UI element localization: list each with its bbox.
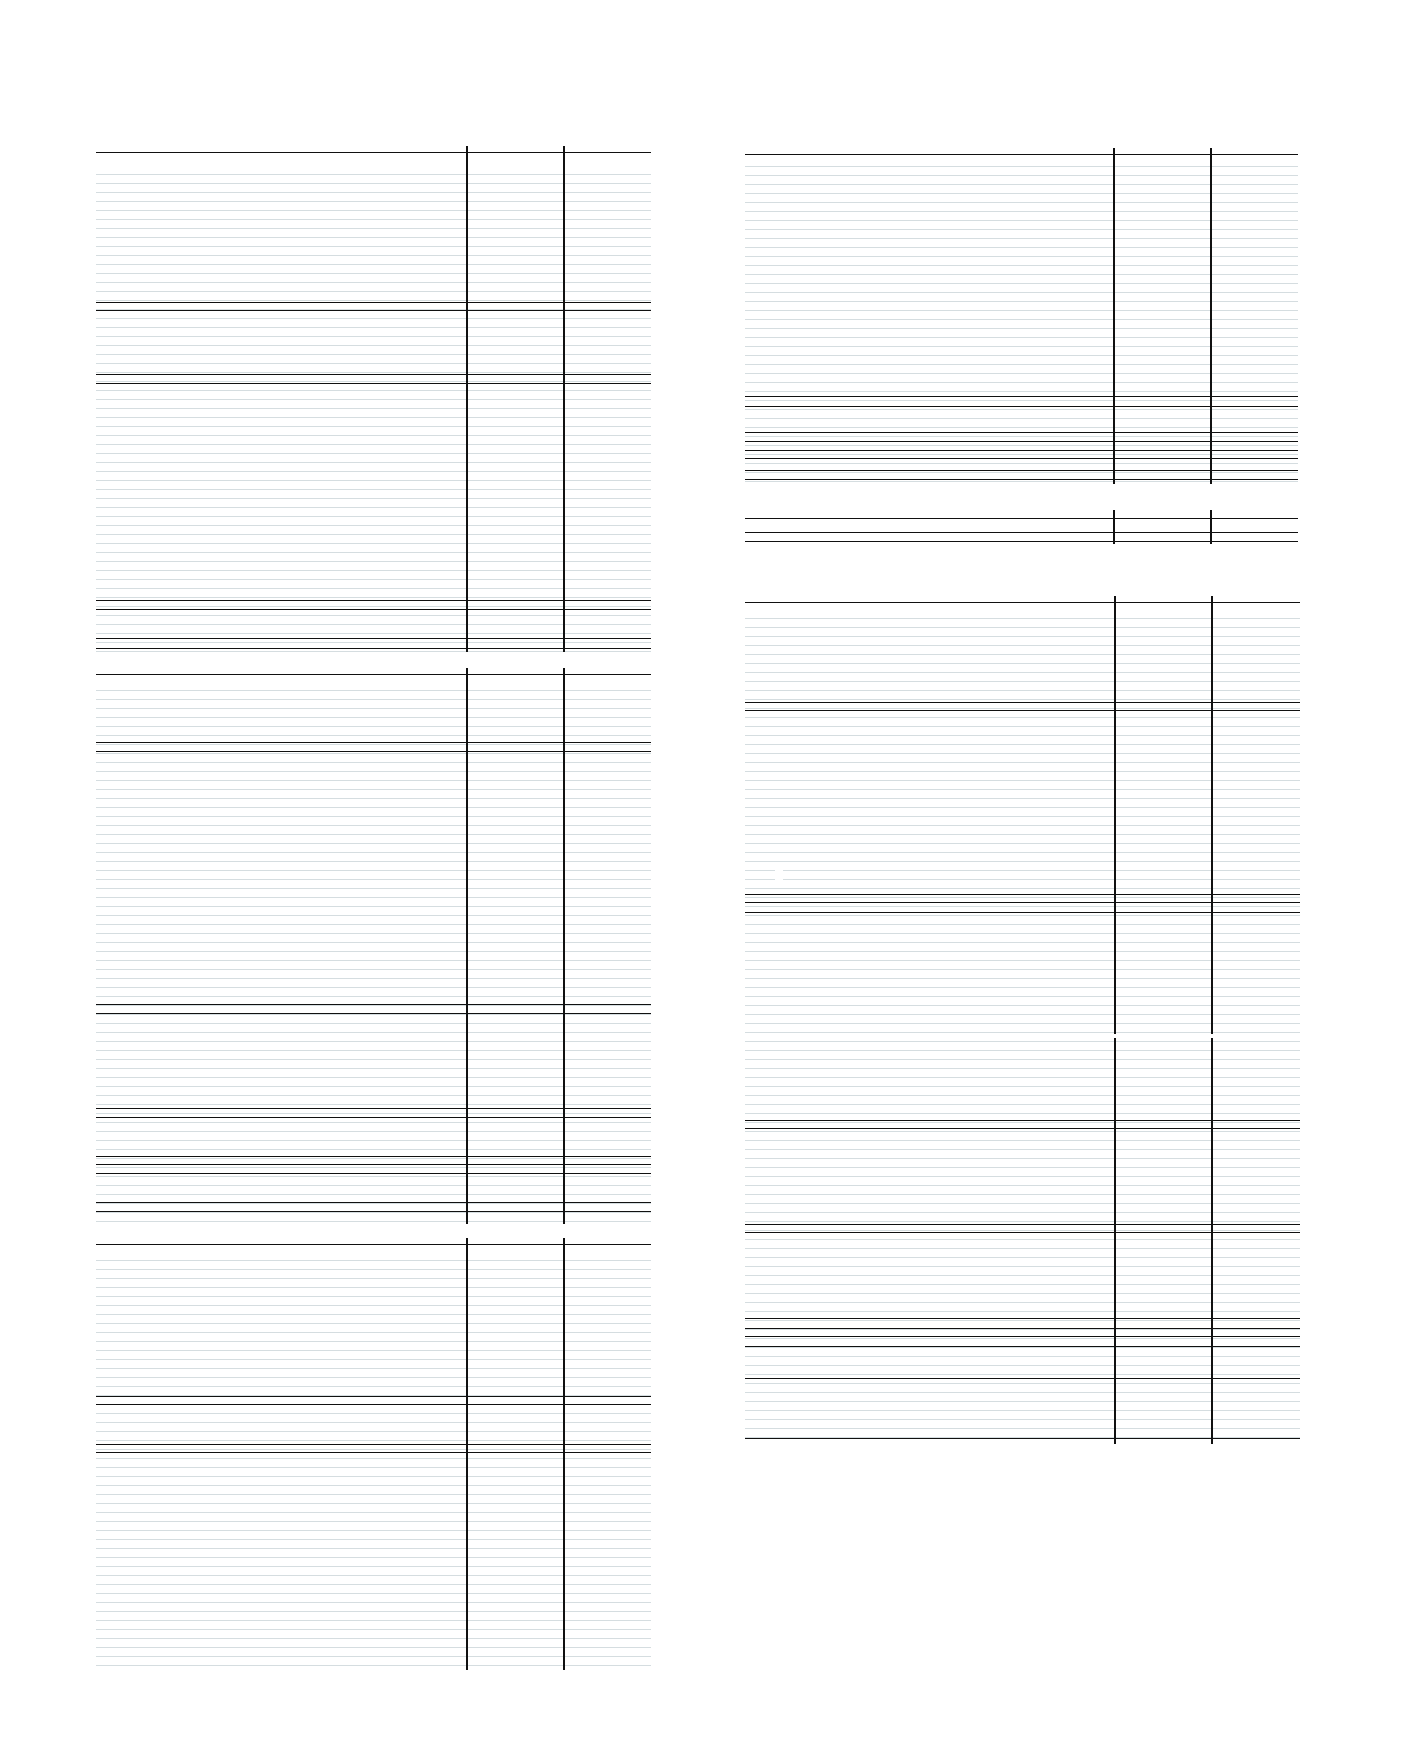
subtotal-rule (745, 1318, 1300, 1319)
total-rule (96, 1202, 651, 1203)
subtotal-rule (96, 374, 651, 375)
subtotal-rule (745, 702, 1300, 703)
ruling-gap (745, 1034, 1300, 1038)
subtotal-rule (745, 912, 1300, 913)
subtotal-rule (96, 1452, 651, 1453)
subtotal-rule (745, 396, 1298, 397)
total-rule (96, 1211, 651, 1212)
ledger-block-right-1 (745, 148, 1298, 484)
column-divider-amount-2 (1210, 510, 1212, 544)
subtotal-rule (745, 1346, 1300, 1347)
column-divider-amount-2 (1211, 596, 1213, 1444)
ledger-block-left-1 (96, 146, 651, 652)
subtotal-rule (745, 432, 1298, 433)
subtotal-rule (96, 751, 651, 752)
header-rule (745, 154, 1298, 155)
ledger-ruling (96, 1252, 651, 1670)
subtotal-rule (745, 406, 1298, 407)
column-divider-amount-2 (563, 146, 565, 652)
subtotal-rule (745, 1224, 1300, 1225)
ledger-block-left-2 (96, 668, 651, 1224)
ledger-ruling (96, 166, 651, 652)
header-rule (745, 602, 1300, 603)
subtotal-rule (745, 1328, 1300, 1329)
header-rule (745, 518, 1298, 519)
ledger-ruling (96, 682, 651, 1224)
subtotal-rule (745, 1120, 1300, 1121)
subtotal-rule (745, 902, 1300, 903)
subtotal-rule (96, 1013, 651, 1014)
ledger-ruling (745, 158, 1298, 484)
header-rule (96, 152, 651, 153)
subtotal-rule (96, 1108, 651, 1109)
column-divider-amount-1 (466, 146, 468, 652)
subtotal-rule (745, 458, 1298, 459)
subtotal-rule (745, 441, 1298, 442)
subtotal-rule (96, 1404, 651, 1405)
column-divider-amount-1 (1114, 596, 1116, 1444)
subtotal-rule (96, 600, 651, 601)
subtotal-rule (96, 609, 651, 610)
column-divider-amount-2 (1210, 148, 1212, 484)
column-divider-amount-1 (1113, 148, 1115, 484)
subtotal-rule (745, 1336, 1300, 1337)
total-rule (745, 1378, 1300, 1379)
subtotal-rule (96, 1117, 651, 1118)
subtotal-rule (96, 1396, 651, 1397)
subtotal-rule (745, 450, 1298, 451)
subtotal-rule (745, 710, 1300, 711)
total-rule (96, 638, 651, 639)
subtotal-rule (745, 1128, 1300, 1129)
subtotal-rule (745, 532, 1298, 533)
subtotal-rule (96, 1173, 651, 1174)
subtotal-rule (96, 1444, 651, 1445)
ledger-block-right-2 (745, 510, 1298, 544)
ruling-gap (775, 864, 783, 886)
subtotal-rule (96, 742, 651, 743)
subtotal-rule (96, 310, 651, 311)
subtotal-rule (745, 1232, 1300, 1233)
total-rule (745, 1438, 1300, 1439)
column-divider-amount-2 (563, 1238, 565, 1670)
total-rule (96, 648, 651, 649)
total-rule (745, 479, 1298, 480)
subtotal-rule (96, 383, 651, 384)
header-rule (96, 1244, 651, 1245)
subtotal-rule (745, 894, 1300, 895)
total-rule (745, 541, 1298, 542)
header-rule (96, 674, 651, 675)
total-rule (745, 470, 1298, 471)
subtotal-rule (96, 302, 651, 303)
column-divider-amount-1 (1113, 510, 1115, 544)
subtotal-rule (96, 1156, 651, 1157)
subtotal-rule (96, 1004, 651, 1005)
column-divider-amount-1 (466, 1238, 468, 1670)
ledger-block-left-3 (96, 1238, 651, 1670)
ledger-block-right-3 (745, 596, 1300, 1444)
subtotal-rule (96, 1164, 651, 1165)
